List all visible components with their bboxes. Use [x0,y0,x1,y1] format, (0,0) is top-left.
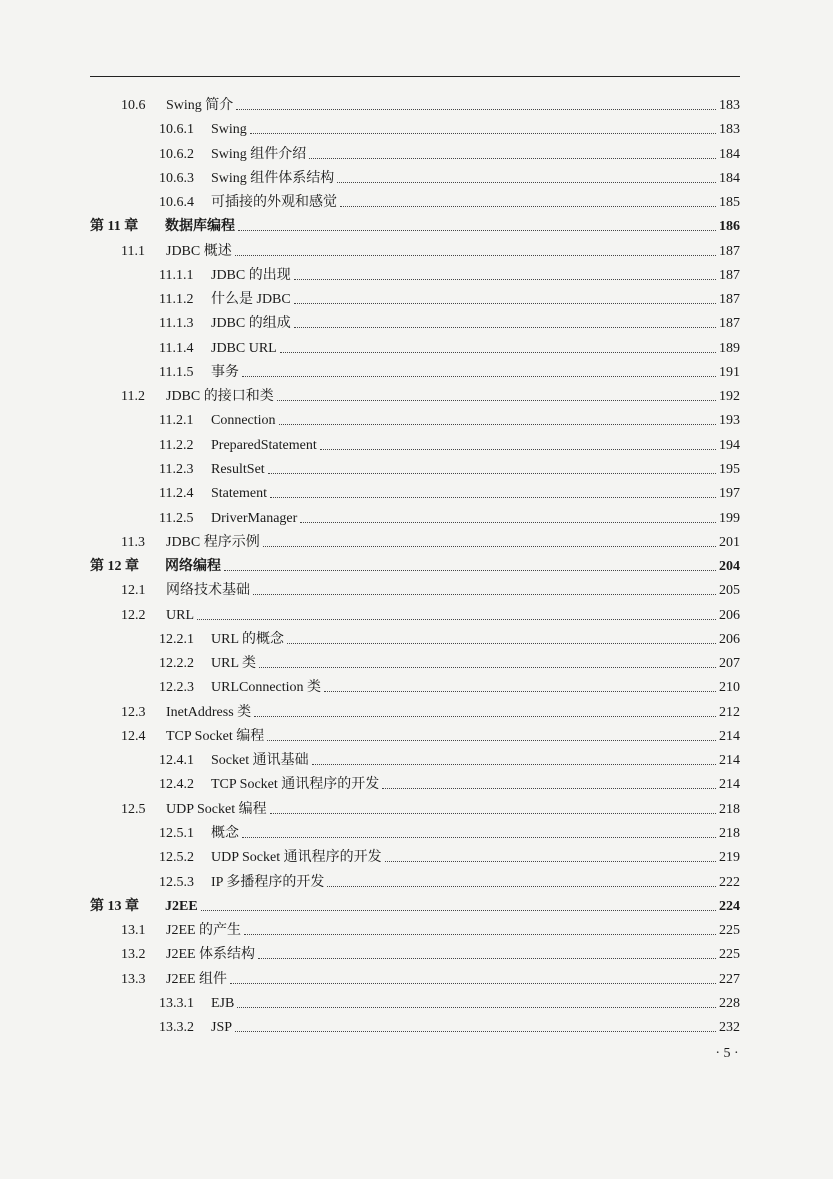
toc-entry-page: 183 [719,122,740,138]
toc-entry-title: Statement [211,486,267,502]
toc-chapter-entry [0,215,833,239]
toc-entry-line [166,725,740,749]
toc-entry [0,264,833,288]
toc-entry [0,749,833,773]
toc-entry-title: J2EE 组件 [166,971,228,987]
toc-entry-page: 212 [719,704,740,720]
toc-entry [0,871,833,895]
toc-entry-title: 事务 [211,364,239,380]
toc-entry-line [166,968,740,992]
dot-leader [268,472,716,474]
toc-entry-title: TCP Socket 通讯程序的开发 [211,777,380,793]
dot-leader [242,375,716,377]
toc-entry-number: 第 13 章 [90,898,139,914]
toc-entry-number: 12.2 [121,607,146,623]
toc-entry-line [211,118,740,142]
toc-entry-page: 187 [719,267,740,283]
toc-entry-line [211,458,740,482]
toc-entry-line [211,312,740,336]
dot-leader [327,885,716,887]
toc-entry-page: 199 [719,510,740,526]
toc-entry [0,822,833,846]
toc-entry-page: 219 [719,850,740,866]
toc-entry-page: 189 [719,340,740,356]
toc-entry-number: 13.2 [121,947,146,963]
toc-entry-number: 11.1.4 [159,340,194,356]
toc-entry-title: InetAddress 类 [166,704,252,720]
dot-leader [263,545,716,547]
dot-leader [237,1006,716,1008]
toc-entry-page: 186 [719,219,740,235]
dot-leader [244,933,716,935]
toc-entry-number: 10.6.3 [159,170,194,186]
toc-entry-number: 11.1.5 [159,364,194,380]
toc-entry-title: 网络技术基础 [166,583,250,599]
toc-entry-title: 网络编程 [165,559,221,575]
toc-entry-title: J2EE 体系结构 [166,947,256,963]
toc-entry-number: 11.1.3 [159,316,194,332]
toc-entry-line [211,167,740,191]
toc-entry [0,604,833,628]
toc-entry-line [211,992,740,1016]
toc-entry-page: 184 [719,146,740,162]
toc-entry-line [166,943,740,967]
toc-entry-line [211,288,740,312]
toc-entry-page: 228 [719,995,740,1011]
dot-leader [279,423,716,425]
toc-entry-number: 第 11 章 [90,219,139,235]
dot-leader [258,957,716,959]
toc-entry-title: JDBC 的组成 [211,316,291,332]
dot-leader [254,715,716,717]
toc-entry-number: 12.5.3 [159,874,194,890]
dot-leader [267,739,716,741]
toc-entry-page: 206 [719,631,740,647]
toc-entry-line [166,919,740,943]
dot-leader [300,521,716,523]
toc-entry-number: 10.6.2 [159,146,194,162]
dot-leader [340,205,716,207]
toc-entry-title: 什么是 JDBC [211,292,291,308]
toc-entry-page: 214 [719,777,740,793]
toc-entry-number: 11.2.4 [159,486,194,502]
toc-entry-title: JDBC 程序示例 [166,534,260,550]
toc-entry-number: 10.6.4 [159,195,194,211]
toc-entry-title: PreparedStatement [211,437,317,453]
dot-leader [294,302,716,304]
toc-entry-number: 10.6 [121,98,146,113]
toc-entry [0,968,833,992]
toc-entry [0,798,833,822]
toc-entry [0,992,833,1016]
toc-entry-page: 201 [719,534,740,550]
toc-entry [0,167,833,191]
toc-chapter-entry [0,555,833,579]
dot-leader [270,496,716,498]
toc-entry-line [211,409,740,433]
dot-leader [235,1030,716,1032]
toc-entry-title: URLConnection 类 [211,680,322,696]
toc-entry-number: 11.3 [121,534,145,550]
toc-entry-line [165,215,740,239]
toc-entry [0,385,833,409]
toc-entry [0,312,833,336]
toc-entry-line [211,652,740,676]
toc-entry-title: 数据库编程 [165,219,235,235]
toc-entry-line [166,579,740,603]
toc-entry-title: Swing 简介 [166,98,234,113]
toc-entry-number: 第 12 章 [90,559,139,575]
toc-entry-page: 187 [719,316,740,332]
toc-entry-line [211,434,740,458]
dot-leader [382,787,716,789]
toc-entry-line [166,701,740,725]
toc-entry-number: 11.1.1 [159,267,194,283]
toc-entry [0,1016,833,1040]
toc-entry [0,434,833,458]
toc-entry-line [211,749,740,773]
toc-entry-page: 185 [719,195,740,211]
toc-entry [0,701,833,725]
dot-leader [236,108,716,110]
toc-entry-page: 206 [719,607,740,623]
toc-entry-page: 204 [719,559,740,575]
toc-entry-number: 13.1 [121,923,146,939]
dot-leader [324,690,716,692]
toc-entry-number: 12.3 [121,704,146,720]
dot-leader [259,666,716,668]
dot-leader [235,254,716,256]
toc-entry-page: 218 [719,825,740,841]
toc-chapter-entry [0,895,833,919]
toc-entry-title: 概念 [211,825,239,841]
toc-entry-number: 11.1 [121,243,145,259]
toc-entry [0,628,833,652]
dot-leader [287,642,716,644]
toc-entry-number: 12.4.2 [159,777,194,793]
toc-entry-number: 12.2.2 [159,656,194,672]
toc-entry-title: URL 类 [211,656,256,672]
toc-entry-title: UDP Socket 通讯程序的开发 [211,850,382,866]
toc-entry-line [211,846,740,870]
toc-entry-number: 12.5 [121,801,146,817]
toc-entry-page: 225 [719,923,740,939]
toc-entry-number: 11.2.3 [159,461,194,477]
toc-entry-line [211,871,740,895]
dot-leader [294,326,716,328]
toc-entry-page: 214 [719,728,740,744]
toc-entry-page: 193 [719,413,740,429]
toc-entry [0,191,833,215]
toc-entry-title: ResultSet [211,461,265,477]
dot-leader [238,229,716,231]
toc-entry-line [211,264,740,288]
header-rule [90,76,740,77]
toc-entry-title: JDBC 概述 [166,243,232,259]
toc-entry-page: 194 [719,437,740,453]
dot-leader [320,448,716,450]
toc-entry-line [165,555,740,579]
dot-leader [337,181,716,183]
toc-entry-number: 11.2.2 [159,437,194,453]
toc-entry-number: 11.2.1 [159,413,194,429]
dot-leader [250,132,716,134]
toc-entry [0,143,833,167]
dot-leader [277,399,716,401]
toc-entry [0,337,833,361]
toc-entry-number: 12.5.1 [159,825,194,841]
toc-entry-number: 12.2.1 [159,631,194,647]
toc-entry-number: 11.2.5 [159,510,194,526]
toc-entry-number: 13.3.2 [159,1020,194,1036]
toc-entry-line [211,361,740,385]
dot-leader [294,278,716,280]
toc-entry-line [211,191,740,215]
toc-entry-page: 232 [719,1020,740,1036]
toc-entry-line [211,676,740,700]
toc-entry [0,725,833,749]
toc-entry-title: Swing 组件体系结构 [211,170,335,186]
toc-entry-number: 12.5.2 [159,850,194,866]
dot-leader [197,618,716,620]
toc-entry-number: 12.1 [121,583,146,599]
toc-entry-line [166,240,740,264]
toc-entry-page: 187 [719,243,740,259]
toc-entry-page: 222 [719,874,740,890]
table-of-contents [0,94,833,1040]
toc-entry [0,676,833,700]
toc-entry-title: JDBC 的出现 [211,267,291,283]
toc-entry-title: Swing 组件介绍 [211,146,307,162]
toc-entry-title: DriverManager [211,510,298,526]
toc-entry [0,773,833,797]
toc-entry-page: 184 [719,170,740,186]
dot-leader [224,569,716,571]
toc-entry-title: URL 的概念 [211,631,284,647]
toc-entry-page: 192 [719,389,740,405]
dot-leader [385,860,716,862]
toc-entry [0,943,833,967]
toc-entry-line [166,385,740,409]
toc-entry-title: JDBC URL [211,340,277,356]
toc-entry-number: 12.2.3 [159,680,194,696]
toc-entry-title: J2EE [165,898,198,914]
toc-entry-number: 12.4 [121,728,146,744]
toc-entry-number: 13.3 [121,971,146,987]
toc-entry-line [211,482,740,506]
toc-entry [0,846,833,870]
toc-entry-page: 183 [719,98,740,113]
dot-leader [201,909,716,911]
toc-entry-title: IP 多播程序的开发 [211,874,325,890]
toc-entry-number: 13.3.1 [159,995,194,1011]
toc-entry [0,919,833,943]
toc-entry-page: 207 [719,656,740,672]
toc-entry [0,118,833,142]
toc-entry-page: 214 [719,753,740,769]
dot-leader [270,812,716,814]
toc-entry-title: UDP Socket 编程 [166,801,267,817]
toc-entry-page: 210 [719,680,740,696]
toc-entry [0,482,833,506]
toc-entry-line [211,1016,740,1040]
toc-entry-line [211,628,740,652]
dot-leader [230,982,716,984]
toc-entry-line [165,895,740,919]
toc-entry-title: URL [166,607,194,623]
toc-entry-line [211,822,740,846]
dot-leader [242,836,716,838]
toc-entry-number: 10.6.1 [159,122,194,138]
toc-entry [0,579,833,603]
toc-entry-title: Connection [211,413,276,429]
toc-entry [0,652,833,676]
toc-entry-line [166,604,740,628]
toc-entry-title: Socket 通讯基础 [211,753,309,769]
toc-entry-number: 11.1.2 [159,292,194,308]
dot-leader [253,593,716,595]
toc-entry [0,507,833,531]
toc-entry-title: 可插接的外观和感觉 [211,195,337,211]
toc-entry-number: 12.4.1 [159,753,194,769]
toc-entry [0,240,833,264]
toc-entry-page: 225 [719,947,740,963]
toc-entry-page: 195 [719,461,740,477]
page-number: · 5 · [715,1046,739,1061]
dot-leader [312,763,716,765]
toc-entry-line [166,798,740,822]
dot-leader [280,351,716,353]
toc-entry [0,531,833,555]
toc-entry-title: EJB [211,995,235,1011]
toc-entry-title: Swing [211,122,247,138]
toc-entry-page: 197 [719,486,740,502]
toc-entry-line [166,531,740,555]
toc-entry-number: 11.2 [121,389,145,405]
toc-entry [0,94,833,118]
toc-entry [0,458,833,482]
toc-entry-line [211,773,740,797]
toc-entry-title: TCP Socket 编程 [166,728,265,744]
dot-leader [309,157,716,159]
toc-entry-page: 205 [719,583,740,599]
toc-entry-title: J2EE 的产生 [166,923,242,939]
toc-entry-line [166,94,740,118]
toc-entry [0,409,833,433]
toc-entry [0,361,833,385]
toc-entry-line [211,337,740,361]
toc-entry-line [211,507,740,531]
toc-entry-title: JDBC 的接口和类 [166,389,274,405]
toc-entry-page: 227 [719,971,740,987]
toc-entry-title: JSP [211,1020,233,1036]
toc-entry-page: 187 [719,292,740,308]
toc-entry-line [211,143,740,167]
toc-entry-page: 218 [719,801,740,817]
toc-entry [0,288,833,312]
toc-entry-page: 224 [719,898,740,914]
toc-entry-page: 191 [719,364,740,380]
